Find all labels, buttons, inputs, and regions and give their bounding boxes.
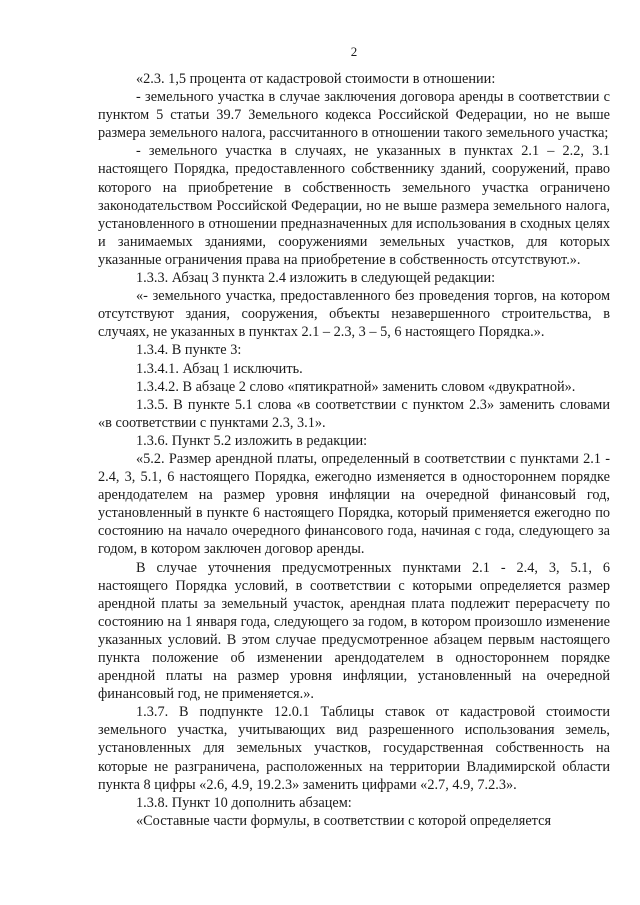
paragraph-land-lease-39-7: - земельного участка в случае заключения договора аренды в соответствии с пунктом 5 статьи 39.7 Земельного кодекса Российской Федерации, но не выше размера земельного налога, рассчитанного в отношении такого земельного участка; [98, 89, 610, 142]
paragraph-1-3-7: 1.3.7. В подпункте 12.0.1 Таблицы ставок от кадастровой стоимости земельного участка, учитывающих вид разрешенного использования земель, установленных для земельных участков, государственная собственность на которые не разграничена, расположенных на территории Владимирской области пункта 8 цифры «2.6, 4.9, 19.2.3» заменить цифрами «2.7, 4.9, 7.2.3». [98, 704, 610, 793]
page-number: 2 [350, 44, 358, 59]
paragraph-1-3-5: 1.3.5. В пункте 5.1 слова «в соответствии с пунктом 2.3» заменить словами «в соответствии с пунктами 2.3, 3.1». [98, 396, 610, 431]
paragraph-1-3-4-1: 1.3.4.1. Абзац 1 исключить. [136, 360, 303, 377]
paragraph-5-2-clarification: В случае уточнения предусмотренных пунктами 2.1 - 2.4, 3, 5.1, 6 настоящего Порядка условий, в соответствии с которыми определяется размер арендной платы за земельный участок, арендная плата подлежит перерасчету по состоянию на 1 января года, следующего за годом, в котором произошло изменение указанных условий. В этом случае предусмотренное абзацем первым настоящего пункта положение об изменении арендодателем в одностороннем порядке арендной платы на размер уровня инфляции, установленный на очередной финансовый год, не применяется.». [98, 559, 610, 703]
document-body [98, 70, 610, 830]
paragraph-5-2-text: «5.2. Размер арендной платы, определенный в соответствии с пунктами 2.1 - 2.4, 3, 5.1, 6 настоящего Порядка, ежегодно изменяется в одностороннем порядке арендодателем на размер уровня инфляции на очередной финансовый год, установленный в пункте 6 настоящего Порядка, который применяется ежегодно по состоянию на начало очередного финансового года, начиная с года, следующего за годом, в котором заключен договор аренды. [98, 450, 610, 558]
paragraph-1-3-4-2: 1.3.4.2. В абзаце 2 слово «пятикратной» заменить словом «двукратной». [136, 378, 576, 395]
paragraph-1-3-6: 1.3.6. Пункт 5.2 изложить в редакции: [136, 432, 368, 449]
paragraph-land-other-cases: - земельного участка в случаях, не указанных в пунктах 2.1 – 2.2, 3.1 настоящего Порядка, предоставленного собственнику зданий, сооружений, право которого на приобретение в собственность земельного участка ограничено законодательством Российской Федерации, но не выше размера земельного налога, установленного в отношении предназначенных для использования в сходных целях и занимаемых зданиями, сооружениями земельных участков, для которых указанные ограничения права на приобретение в собственность отсутствуют.». [98, 143, 610, 268]
paragraph-formula-parts: «Составные части формулы, в соответствии с которой определяется [136, 812, 552, 829]
paragraph-1-3-4: 1.3.4. В пункте 3: [136, 342, 242, 359]
paragraph-1-3-8: 1.3.8. Пункт 10 дополнить абзацем: [136, 794, 352, 811]
paragraph-1-3-3-text: «- земельного участка, предоставленного без проведения торгов, на котором отсутствуют здания, сооружения, объекты незавершенного строительства, в случаях, не указанных в пунктах 2.1 – 2.3, 3 – 5, 6 настоящего Порядка.». [98, 288, 610, 341]
paragraph-1-3-3: 1.3.3. Абзац 3 пункта 2.4 изложить в следующей редакции: [136, 270, 496, 287]
paragraph-2-3-intro: «2.3. 1,5 процента от кадастровой стоимости в отношении: [136, 71, 496, 87]
